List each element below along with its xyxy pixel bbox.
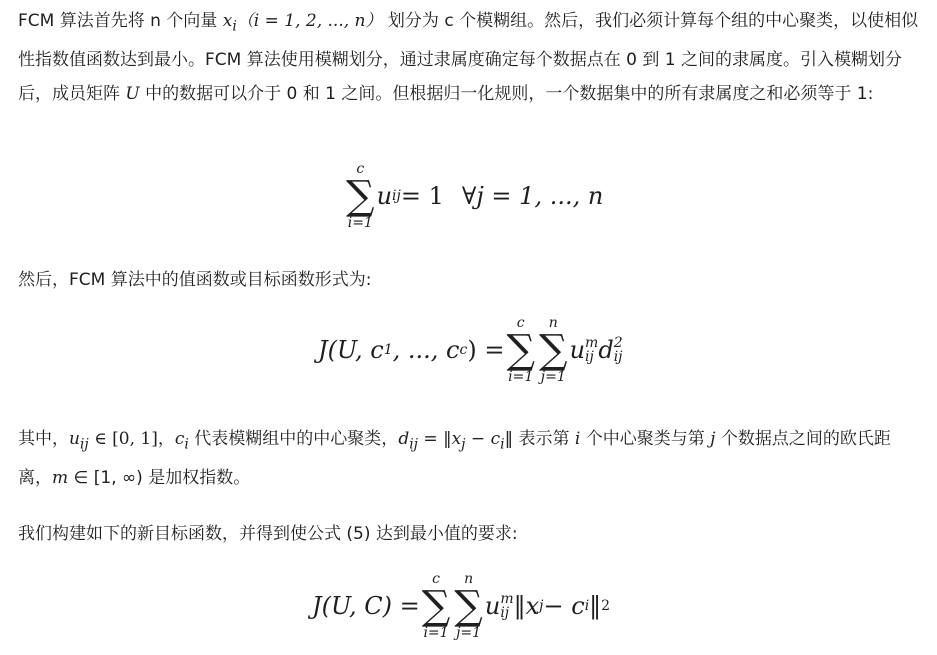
objective-lhs: J(U, c [318, 336, 384, 364]
sum-lower-limit: j=1 [456, 625, 482, 641]
text-segment: 个数据点之间的欧氏距离， [18, 429, 891, 489]
sub-1: 1 [383, 342, 393, 358]
sub-ij: ij [613, 349, 623, 365]
norm-close: ‖ [589, 592, 602, 620]
text-segment: 中的数据可以介于 0 和 1 之间。但根据归一化规则，一个数据集中的所有隶属度之和必须等于 1: [139, 84, 874, 105]
sum-upper-limit: n [464, 571, 474, 587]
sigma-symbol: ∑ [421, 583, 451, 629]
sum-upper-limit: c [432, 571, 440, 587]
formula-objective [0, 316, 937, 398]
summation-j [539, 316, 568, 384]
sup-m: m [500, 591, 514, 607]
sub-i: i [184, 436, 189, 453]
math-d-ij [398, 429, 505, 453]
sum-upper-limit: n [548, 315, 558, 331]
sum-lower-limit: i=1 [347, 215, 373, 231]
text-segment: 划分为 c 个模糊组。然后，我们必须计算每个组的中心聚类，以使相似性指数值函数达到最小。FCM 算法使用模糊划分，通过隶属度确定每个数据点在 0 到 1 之间的隶属度。引入模糊划分后，成员矩阵 [18, 11, 919, 105]
var-u: u [569, 336, 586, 364]
sub-ij: ij [585, 349, 594, 365]
sum-lower-limit: i=1 [508, 369, 534, 385]
sub-j: j [461, 436, 466, 453]
minus-c: − c [465, 429, 501, 449]
sub-i: i [500, 436, 505, 453]
sub-j: j [539, 598, 544, 614]
forall-condition: ∀j = 1, ..., n [461, 182, 604, 210]
minus-c: − c [543, 592, 585, 620]
summation-i [422, 572, 451, 640]
var-x: x [222, 11, 233, 31]
text-segment: 其中， [18, 429, 69, 449]
sup-2: 2 [601, 598, 611, 614]
formula-normalization [0, 162, 937, 242]
var-u: u [376, 182, 393, 210]
math-x-i [222, 11, 237, 35]
var-d: d [398, 429, 410, 449]
var-u: u [484, 592, 501, 620]
objective-lhs-end: ) = [467, 336, 505, 364]
text-segment: 个中心聚类与第 [580, 429, 711, 449]
objective-lhs-mid: , ..., c [392, 336, 460, 364]
math-interval: ∈ [0, 1]， [88, 429, 175, 449]
sub-ij: ij [79, 436, 89, 453]
sub-i: i [232, 18, 237, 35]
formula-new-objective [0, 572, 937, 654]
sigma-symbol: ∑ [454, 583, 483, 629]
sub-c: c [459, 342, 468, 358]
paragraph-definitions [18, 422, 924, 495]
equals-one: = 1 [400, 182, 444, 210]
sum-lower-limit: i=1 [423, 625, 449, 641]
sub-ij: ij [500, 605, 510, 621]
paragraph-new-objective: 我们构建如下的新目标函数，并得到使公式 (5) 达到最小值的要求: [18, 524, 518, 544]
text-segment: ∈ [1, ∞) 是加权指数。 [68, 468, 251, 489]
sub-ij: ij [392, 188, 401, 204]
norm-open: = ‖x [418, 429, 462, 449]
var-j: j [710, 429, 716, 449]
math-index-range: （i = 1, 2, ..., n） [236, 11, 383, 31]
sigma-symbol: ∑ [539, 327, 568, 373]
text-segment: ‖ 表示第 [504, 429, 575, 449]
paragraph-objective-intro: 然后，FCM 算法中的值函数或目标函数形式为: [18, 270, 372, 290]
sum-lower-limit: j=1 [540, 369, 566, 385]
sub-ij: ij [409, 436, 419, 453]
text-segment: FCM 算法首先将 n 个向量 [18, 11, 223, 31]
text-segment: 代表模糊组中的中心聚类， [188, 429, 399, 449]
var-i: i [574, 429, 581, 449]
sigma-symbol: ∑ [506, 327, 535, 373]
norm-open: ‖x [513, 592, 540, 620]
sigma-symbol: ∑ [346, 173, 375, 219]
var-c: c [174, 429, 185, 449]
summation-j [454, 572, 483, 640]
var-u: u [69, 429, 80, 449]
summation-i [506, 316, 535, 384]
objective-lhs: J(U, C) = [312, 592, 420, 620]
sum-upper-limit: c [516, 315, 525, 331]
var-d: d [598, 336, 614, 364]
sub-i: i [584, 598, 590, 614]
summation-i [346, 162, 375, 230]
math-u-ij [69, 429, 89, 453]
math-c-i [174, 429, 189, 453]
math-matrix-U: U [125, 84, 140, 105]
paragraph-intro [18, 4, 924, 111]
var-m: m [52, 468, 69, 489]
sup-2: 2 [613, 335, 623, 351]
sup-m: m [585, 335, 599, 351]
sum-upper-limit: c [356, 161, 365, 177]
